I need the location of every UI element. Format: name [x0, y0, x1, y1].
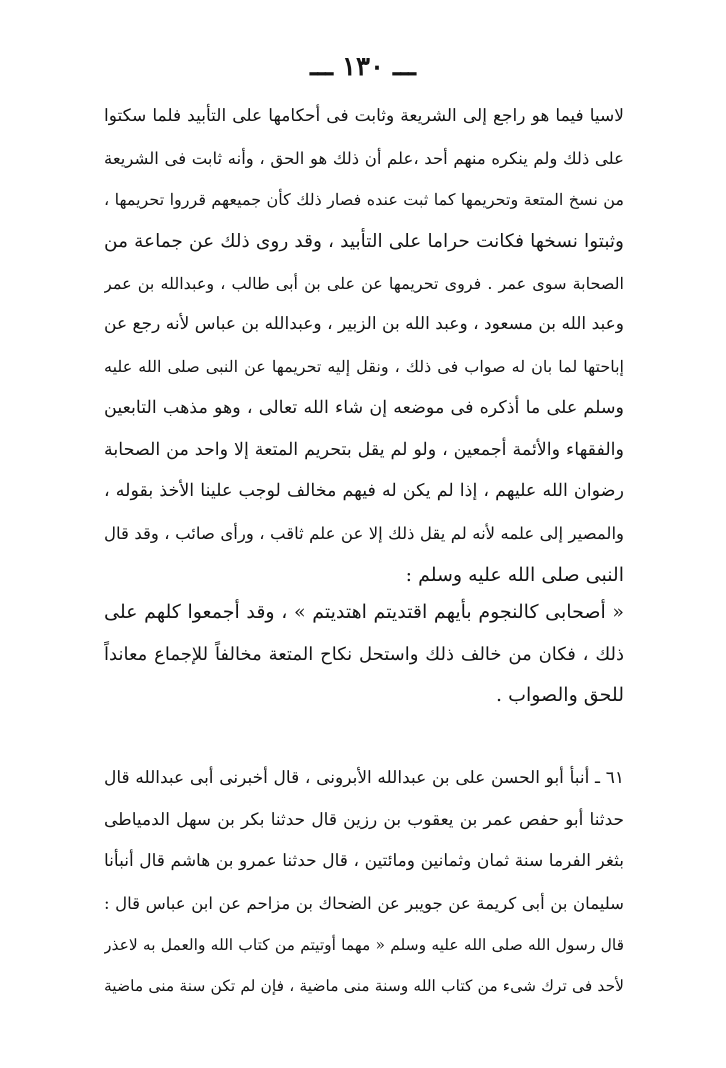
text-line: ذلك ، فكان من خالف ذلك واستحل نكاح المتعة مخالفاً للإجماع معانداً — [104, 643, 624, 665]
paragraph-fatwa-on-mutah — [104, 96, 624, 596]
text-line: بثغر الفرما سنة ثمان وثمانين ومائتين ، قال حدثنا عمرو بن هاشم قال أنبأنا — [104, 851, 624, 872]
text-line: لأحد فى ترك شىء من كتاب الله وسنة منى ماضية ، فإن لم تكن سنة منى ماضية — [104, 977, 624, 996]
text-line: سليمان بن أبى كريمة عن جويبر عن الضحاك بن مزاحم عن ابن عباس قال : — [104, 894, 624, 914]
page-number: ـــ ١٣٠ ـــ — [310, 52, 416, 82]
text-line: للحق والصواب . — [495, 684, 624, 707]
text-line: وعبد الله بن مسعود ، وعبد الله بن الزبير ، وعبدالله بن عباس لأنه رجع عن — [104, 314, 624, 335]
paragraph-hadith-companions — [104, 592, 624, 717]
text-line: على ذلك ولم ينكره منهم أحد ،علم أن ذلك هو الحق ، وأنه ثابت فى الشريعة — [104, 148, 624, 168]
paragraph-narration-61 — [104, 758, 624, 1008]
text-line: ٦١ ـ أنبأ أبو الحسن على بن عبدالله الأبرونى ، قال أخبرنى أبى عبدالله قال — [104, 768, 624, 788]
text-line: قال رسول الله صلى الله عليه وسلم « مهما أوتيتم من كتاب الله والعمل به لاعذر — [104, 935, 624, 954]
text-line: رضوان الله عليهم ، إذا لم يكن له فيهم مخالف لوجب علينا الأخذ بقوله ، — [104, 481, 624, 502]
text-line: من نسخ المتعة وتحريمها كما ثبت عنده فصار ذلك كأن جميعهم قرروا تحريمها ، — [104, 190, 624, 210]
text-line: وسلم على ما أذكره فى موضعه إن شاء الله تعالى ، وهو مذهب التابعين — [104, 397, 624, 418]
text-line: إباحتها لما بان له صواب فى ذلك ، ونقل إليه تحريمها عن النبى صلى الله عليه — [104, 357, 624, 377]
text-line: لاسيا فيما هو راجع إلى الشريعة وثابت فى أحكامها على التأبيد فلما سكتوا — [104, 106, 624, 126]
text-line: النبى صلى الله عليه وسلم : — [405, 563, 624, 586]
text-line: والمصير إلى علمه لأنه لم يقل ذلك إلا عن علم ثاقب ، ورأى صائب ، وقد قال — [104, 523, 624, 543]
text-line: وثبتوا نسخها فكانت حراما على التأبيد ، وقد روى ذلك عن جماعة من — [104, 231, 624, 253]
text-line: حدثنا أبو حفص عمر بن يعقوب بن رزين قال حدثنا بكر بن سهل الدمياطى — [104, 809, 624, 830]
text-line: « أصحابى كالنجوم بأيهم اقتديتم اهتديتم » ، وقد أجمعوا كلهم على — [104, 601, 624, 623]
text-line: الصحابة سوى عمر . فروى تحريمها عن على بن أبى طالب ، وعبدالله بن عمر — [104, 273, 624, 293]
text-line: والفقهاء والأئمة أجمعين ، ولو لم يقل بتحريم المتعة إلا واحد من الصحابة — [104, 439, 624, 460]
